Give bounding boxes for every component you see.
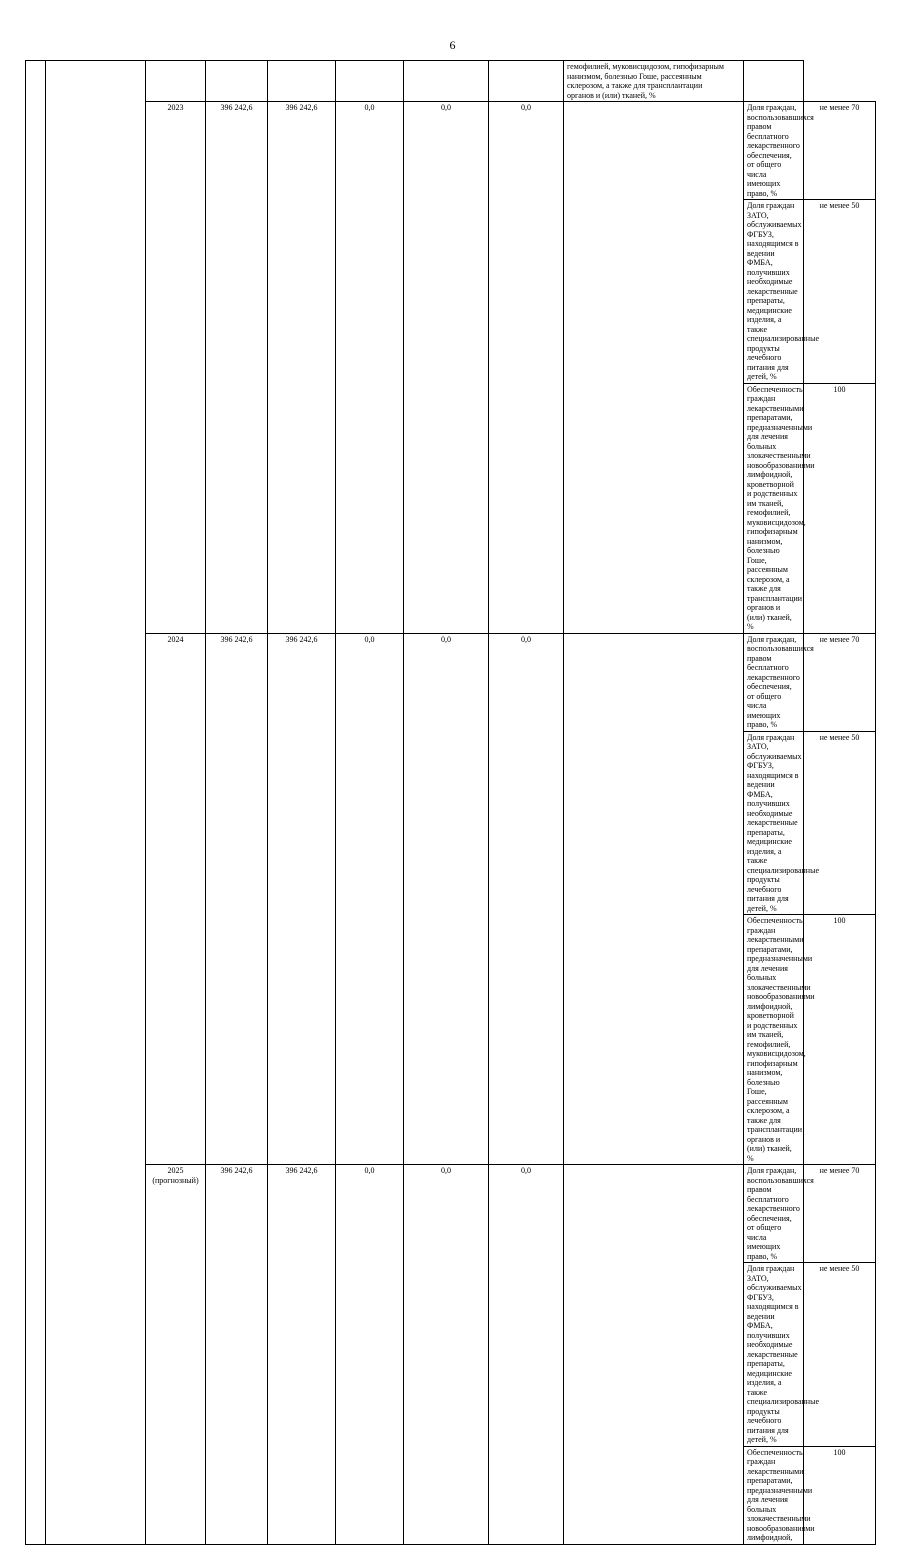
empty-cell [489, 61, 564, 102]
indicator-cell: Обеспеченность граждан лекарственными препаратами, предназначенными для лечения больных злокачественными новообразованиями лимфоидной, кроветворной и родственных им тканей, гемофилией, муковисцидозом, гипофизарным нанизмом, болезнью Гоше, рассеянным склерозом, а также для трансплантации органов и (или) тканей, % [744, 915, 804, 1165]
empty-cell [336, 61, 404, 102]
indicator-cell: Доля граждан ЗАТО, обслуживаемых ФГБУЗ, находящимся в ведении ФМБА, получивших необходимые лекарственные препараты, медицинские изделия, а также специализированные продукты лечебного питания для детей, % [744, 1263, 804, 1447]
indicator-value-cell: 100 [804, 383, 876, 633]
indicator-cell: Доля граждан, воспользовавшихся правом бесплатного лекарственного обеспечения, от общего числа имеющих право, % [744, 1165, 804, 1263]
indicator-value-cell: не менее 50 [804, 200, 876, 384]
amount-cell: 0,0 [489, 633, 564, 1165]
amount-cell: 0,0 [489, 102, 564, 634]
empty-cell [564, 1165, 744, 1545]
amount-cell: 0,0 [404, 633, 489, 1165]
amount-cell: 0,0 [336, 102, 404, 634]
amount-cell: 0,0 [489, 1165, 564, 1545]
page-number: 6 [449, 38, 456, 52]
indicator-value-cell: не менее 70 [804, 1165, 876, 1263]
amount-cell: 396 242,6 [206, 1165, 268, 1545]
empty-value-cell [744, 61, 804, 102]
indicator-value-cell: 100 [804, 1446, 876, 1544]
continuation-line: нанизмом, болезнью Гоше, рассеянным [567, 71, 702, 81]
amount-cell: 396 242,6 [268, 102, 336, 634]
empty-cell [206, 61, 268, 102]
indicator-cell: Обеспеченность граждан лекарственными препаратами, предназначенными для лечения больных злокачественными новообразованиями лимфоидной, кроветворной и родственных им тканей, гемофилией, муковисцидозом, гипофизарным нанизмом, болезнью Гоше, рассеянным склерозом, а также для трансплантации органов и (или) тканей, % [744, 383, 804, 633]
amount-cell: 396 242,6 [206, 633, 268, 1165]
amount-cell: 0,0 [404, 102, 489, 634]
year-label: 2025 [167, 1166, 184, 1175]
year-label: 2023 [167, 103, 184, 112]
year-label: 2024 [167, 634, 184, 644]
continuation-line: склерозом, а также для трансплантации [567, 81, 703, 90]
empty-cell [146, 61, 206, 102]
table-body [26, 61, 876, 1545]
table-row [26, 1165, 876, 1263]
program-table [25, 60, 876, 1545]
indicator-cell: Доля граждан, воспользовавшихся правом бесплатного лекарственного обеспечения, от общего числа имеющих право, % [744, 102, 804, 200]
year-cell [146, 102, 206, 634]
amount-cell: 396 242,6 [268, 1165, 336, 1545]
empty-cell [404, 61, 489, 102]
amount-cell: 0,0 [404, 1165, 489, 1545]
indicator-value-cell: не менее 70 [804, 633, 876, 731]
indicator-cell: Доля граждан ЗАТО, обслуживаемых ФГБУЗ, находящимся в ведении ФМБА, получивших необходимые лекарственные препараты, медицинские изделия, а также специализированные продукты лечебного питания для детей, % [744, 200, 804, 384]
empty-cell [564, 633, 744, 1165]
continuation-line: гемофилией, муковисцидозом, гипофизарным [567, 62, 724, 71]
table-row [26, 61, 876, 102]
year-cell [146, 1165, 206, 1545]
continuation-line: органов и (или) тканей, % [567, 90, 656, 100]
empty-cell [564, 102, 744, 634]
amount-cell: 396 242,6 [268, 633, 336, 1165]
indicator-cell: Доля граждан ЗАТО, обслуживаемых ФГБУЗ, находящимся в ведении ФМБА, получивших необходимые лекарственные препараты, медицинские изделия, а также специализированные продукты лечебного питания для детей, % [744, 731, 804, 915]
program-table-container [25, 60, 876, 1542]
indicator-continuation-cell [564, 61, 744, 102]
indicator-cell: Доля граждан, воспользовавшихся правом бесплатного лекарственного обеспечения, от общего числа имеющих право, % [744, 633, 804, 731]
empty-cell [268, 61, 336, 102]
year-cell [146, 633, 206, 1165]
indicator-value-cell: не менее 50 [804, 1263, 876, 1447]
indicator-value-cell: не менее 70 [804, 102, 876, 200]
year-note: (прогнозный) [152, 1175, 199, 1185]
table-row [26, 633, 876, 731]
indicator-value-cell: 100 [804, 915, 876, 1165]
indicator-cell: Обеспеченность граждан лекарственными препаратами, предназначенными для лечения больных злокачественными новообразованиями лимфоидной, [744, 1446, 804, 1544]
program-name-cell [46, 61, 146, 1545]
amount-cell: 0,0 [336, 633, 404, 1165]
row-number-cell [26, 61, 46, 1545]
indicator-value-cell: не менее 50 [804, 731, 876, 915]
amount-cell: 396 242,6 [206, 102, 268, 634]
amount-cell: 0,0 [336, 1165, 404, 1545]
table-row [26, 102, 876, 200]
